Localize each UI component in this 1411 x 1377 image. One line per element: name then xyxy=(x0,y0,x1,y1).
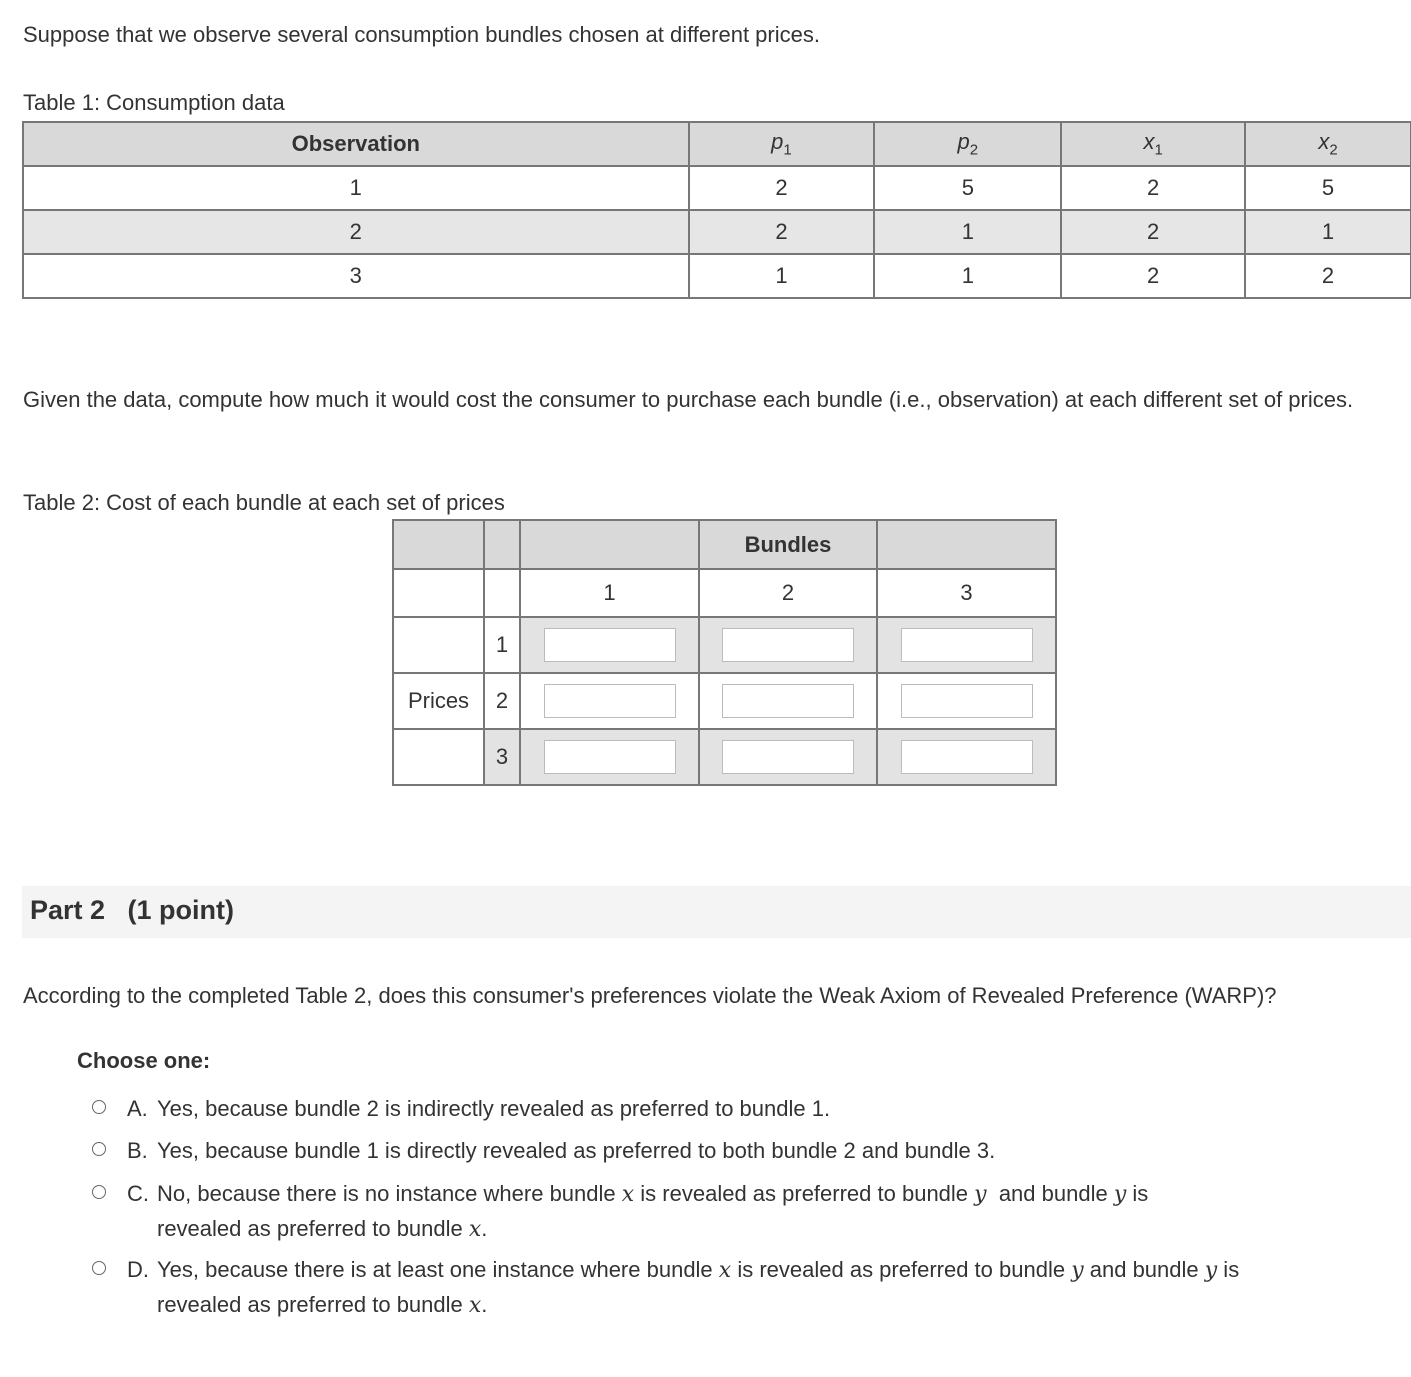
header-blank xyxy=(484,520,520,569)
option-letter: C. xyxy=(127,1181,149,1206)
option-a[interactable] xyxy=(92,1092,1282,1126)
answer-cell xyxy=(877,729,1056,785)
header-x2: $x_2$ xyxy=(1245,122,1411,166)
cell-obs: 3 xyxy=(23,254,689,298)
answer-cell xyxy=(520,729,699,785)
cell-p2: 1 xyxy=(874,254,1061,298)
answer-cell xyxy=(520,673,699,729)
header-blank xyxy=(520,520,699,569)
header-blank xyxy=(393,520,484,569)
table2-caption: Table 2: Cost of each bundle at each set of prices xyxy=(23,490,505,515)
table-row xyxy=(23,166,1411,210)
option-text: Yes, because there is at least one instance where bundle x is revealed as preferred to bundle y and bundle y is revealed as preferred to bundle x. xyxy=(157,1257,1246,1318)
radio-button[interactable] xyxy=(92,1261,106,1275)
blank-cell xyxy=(393,569,484,617)
blank-cell xyxy=(484,569,520,617)
cost-input-2-2[interactable] xyxy=(722,684,854,718)
table-row xyxy=(393,617,1056,673)
option-text: Yes, because bundle 2 is indirectly revealed as preferred to bundle 1. xyxy=(157,1096,831,1121)
cell-x2: 2 xyxy=(1245,254,1411,298)
bundle-col-label: 3 xyxy=(877,569,1056,617)
cell-obs: 2 xyxy=(23,210,689,254)
cell-x1: 2 xyxy=(1061,210,1245,254)
radio-button[interactable] xyxy=(92,1100,106,1114)
answer-cell xyxy=(877,617,1056,673)
prices-label: Prices xyxy=(393,673,484,729)
header-bundles: Bundles xyxy=(699,520,877,569)
answer-cell xyxy=(699,617,877,673)
cost-input-3-1[interactable] xyxy=(544,740,676,774)
blank-cell xyxy=(393,729,484,785)
header-p1: $p_1$ xyxy=(689,122,875,166)
cell-x1: 2 xyxy=(1061,166,1245,210)
cost-input-1-1[interactable] xyxy=(544,628,676,662)
cost-input-3-3[interactable] xyxy=(901,740,1033,774)
cell-p2: 5 xyxy=(874,166,1061,210)
radio-button[interactable] xyxy=(92,1185,106,1199)
bundle-col-label: 1 xyxy=(520,569,699,617)
option-d[interactable] xyxy=(92,1253,1282,1323)
table-header-row xyxy=(393,520,1056,569)
instruction-text: Given the data, compute how much it would cost the consumer to purchase each bundle (i.e., observation) at each different set of prices. xyxy=(23,387,1354,412)
cost-input-2-1[interactable] xyxy=(544,684,676,718)
option-letter: D. xyxy=(127,1257,149,1282)
cell-p1: 1 xyxy=(689,254,875,298)
answer-cell xyxy=(699,673,877,729)
cost-input-2-3[interactable] xyxy=(901,684,1033,718)
option-b[interactable] xyxy=(92,1134,1282,1168)
table-row xyxy=(393,673,1056,729)
part2-header xyxy=(22,886,1411,938)
cost-input-1-2[interactable] xyxy=(722,628,854,662)
table-header-row xyxy=(23,122,1411,166)
cell-p2: 1 xyxy=(874,210,1061,254)
option-text: Yes, because bundle 1 is directly revealed as preferred to both bundle 2 and bundle 3. xyxy=(157,1138,996,1163)
cell-obs: 1 xyxy=(23,166,689,210)
option-letter: A. xyxy=(127,1096,148,1121)
cell-x2: 5 xyxy=(1245,166,1411,210)
cost-input-3-2[interactable] xyxy=(722,740,854,774)
price-row-label: 1 xyxy=(484,617,520,673)
header-blank xyxy=(877,520,1056,569)
cell-p1: 2 xyxy=(689,166,875,210)
price-row-label: 2 xyxy=(484,673,520,729)
price-row-label: 3 xyxy=(484,729,520,785)
answer-cell xyxy=(877,673,1056,729)
bundle-number-row xyxy=(393,569,1056,617)
cost-table xyxy=(392,519,1057,786)
header-observation: Observation xyxy=(23,122,689,166)
option-text: No, because there is no instance where bundle x is revealed as preferred to bundle y and bundle y is revealed as preferred to bundle x. xyxy=(157,1181,1155,1242)
blank-cell xyxy=(393,617,484,673)
answer-cell xyxy=(520,617,699,673)
header-x1: $x_1$ xyxy=(1061,122,1245,166)
cell-x2: 1 xyxy=(1245,210,1411,254)
cell-p1: 2 xyxy=(689,210,875,254)
consumption-table xyxy=(22,121,1411,299)
cost-input-1-3[interactable] xyxy=(901,628,1033,662)
table-row xyxy=(23,254,1411,298)
question-text: According to the completed Table 2, does this consumer's preferences violate the Weak Axiom of Revealed Preference (WARP)? xyxy=(23,983,1277,1008)
radio-button[interactable] xyxy=(92,1142,106,1156)
header-p2: $p_2$ xyxy=(874,122,1061,166)
option-c[interactable] xyxy=(92,1177,1282,1247)
bundle-col-label: 2 xyxy=(699,569,877,617)
table-row xyxy=(23,210,1411,254)
intro-text: Suppose that we observe several consumption bundles chosen at different prices. xyxy=(23,22,820,47)
table1-caption: Table 1: Consumption data xyxy=(23,90,285,115)
cell-x1: 2 xyxy=(1061,254,1245,298)
table-row xyxy=(393,729,1056,785)
choose-one-label: Choose one: xyxy=(77,1048,211,1073)
option-letter: B. xyxy=(127,1138,148,1163)
part2-title: Part 2 (1 point) xyxy=(30,895,235,925)
answer-cell xyxy=(699,729,877,785)
